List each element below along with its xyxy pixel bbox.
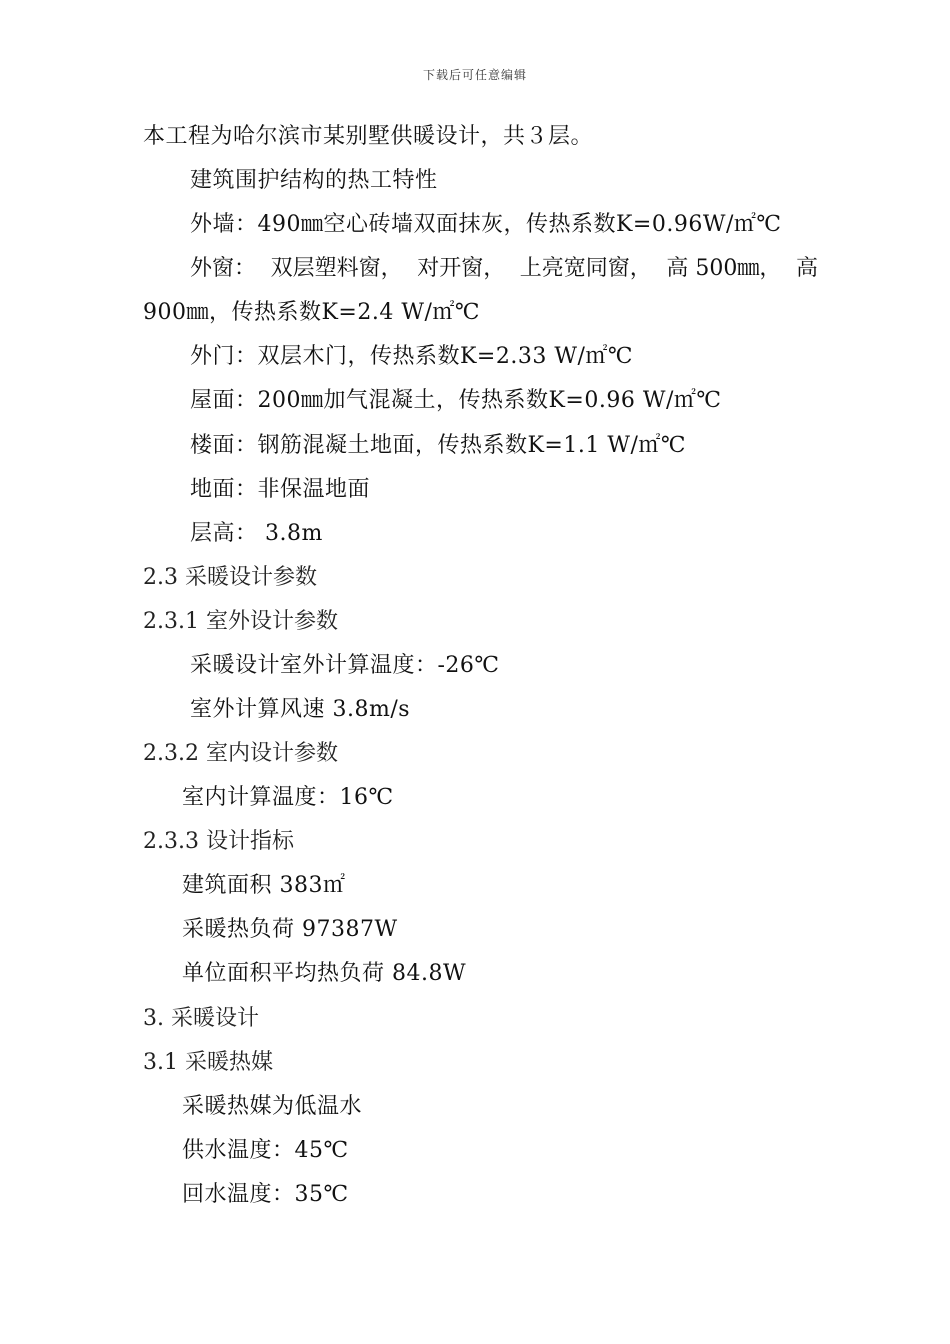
outer-window-part: 对开窗， [417, 256, 506, 281]
section-3-1-heading: 3.1 采暖热媒 [143, 1050, 273, 1075]
heating-medium-line: 采暖热媒为低温水 [182, 1094, 363, 1119]
outer-wall-line: 外墙：490㎜空心砖墙双面抹灰，传热系数K=0.96W/㎡℃ [190, 212, 782, 237]
indoor-temp-line: 室内计算温度：16℃ [182, 785, 394, 810]
outer-door-line: 外门：双层木门，传热系数K=2.33 W/㎡℃ [190, 344, 633, 369]
outer-window-part: 高 [795, 256, 818, 281]
section-2-3-1-heading: 2.3.1 室外设计参数 [143, 609, 338, 634]
floor-slab-line: 楼面：钢筋混凝土地面，传热系数K=1.1 W/㎡℃ [190, 433, 686, 458]
outer-window-continuation: 900㎜，传热系数K=2.4 W/㎡℃ [143, 300, 480, 325]
envelope-title: 建筑围护结构的热工特性 [190, 168, 438, 193]
return-temp-line: 回水温度：35℃ [182, 1182, 349, 1207]
unit-load-line: 单位面积平均热负荷 84.8W [182, 961, 467, 986]
outer-window-part: 外窗： [190, 256, 257, 281]
intro-paragraph: 本工程为哈尔滨市某别墅供暖设计，共３层。 [143, 124, 594, 149]
roof-line: 屋面：200㎜加气混凝土，传热系数K=0.96 W/㎡℃ [190, 388, 722, 413]
section-2-3-3-heading: 2.3.3 设计指标 [143, 829, 294, 854]
building-area-line: 建筑面积 383㎡ [182, 873, 346, 898]
outdoor-temp-line: 采暖设计室外计算温度：-26℃ [190, 653, 500, 678]
section-3-heading: 3. 采暖设计 [143, 1006, 259, 1031]
outer-window-part: 上亮宽同窗， [519, 256, 652, 281]
storey-height-line: 层高： 3.8m [190, 521, 323, 546]
outer-window-line [190, 254, 818, 284]
page-header-note: 下载后可任意编辑 [422, 68, 527, 82]
section-2-3-heading: 2.3 采暖设计参数 [143, 565, 317, 590]
outer-window-part: 高 500㎜， [666, 256, 782, 281]
wind-speed-line: 室外计算风速 3.8m/s [190, 697, 411, 722]
section-2-3-2-heading: 2.3.2 室内设计参数 [143, 741, 338, 766]
outer-window-part: 双层塑料窗， [270, 256, 403, 281]
heat-load-line: 采暖热负荷 97387W [182, 917, 398, 942]
ground-line: 地面：非保温地面 [190, 477, 371, 502]
supply-temp-line: 供水温度：45℃ [182, 1138, 349, 1163]
